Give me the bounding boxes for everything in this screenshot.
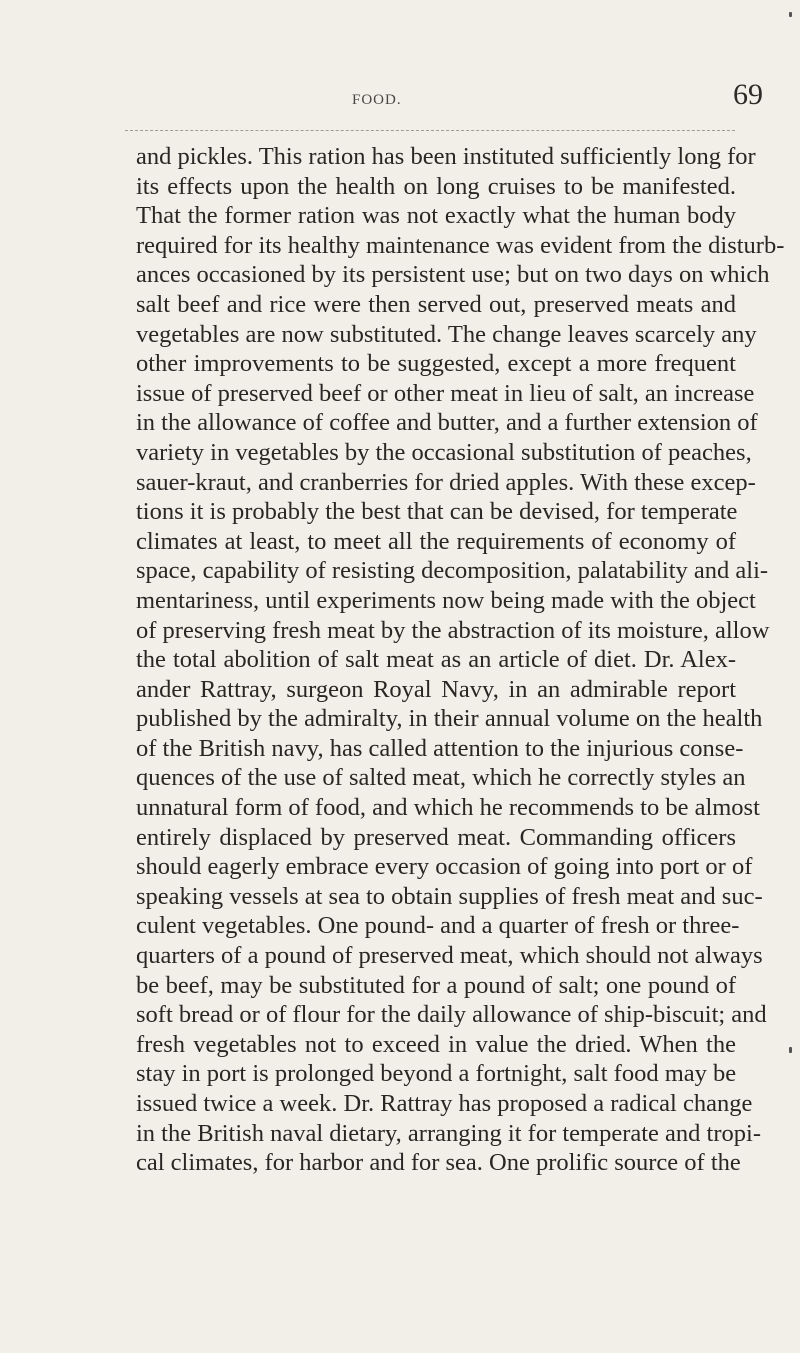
text-line: space, capability of resisting decomposition, palatability and ali- (136, 557, 769, 585)
text-line: variety in vegetables by the occasional substitution of peaches, (136, 438, 752, 466)
text-line: issue of preserved beef or other meat in lieu of salt, an increase (136, 379, 755, 407)
text-line: the total abolition of salt meat as an article of diet. Dr. Alex- (136, 646, 736, 674)
text-line: culent vegetables. One pound- and a quarter of fresh or three- (136, 912, 740, 940)
text-line: fresh vegetables not to exceed in value the dried. When the (136, 1030, 736, 1058)
text-line: unnatural form of food, and which he recommends to be almost (136, 794, 760, 822)
text-line: quarters of a pound of preserved meat, which should not always (136, 942, 763, 970)
text-line: and pickles. This ration has been instituted sufficiently long for (136, 143, 756, 170)
text-line: of the British navy, has called attention to the injurious conse- (136, 734, 744, 762)
page-number: 69 (733, 78, 763, 111)
text-line: of preserving fresh meat by the abstraction of its moisture, allow (136, 616, 770, 644)
running-head: FOOD. (352, 92, 402, 108)
text-line: in the allowance of coffee and butter, and a further extension of (136, 409, 758, 437)
text-line: mentariness, until experiments now being made with the object (136, 586, 756, 614)
text-line: should eagerly embrace every occasion of going into port or of (136, 853, 753, 881)
text-line: its effects upon the health on long cruises to be manifested. (136, 172, 736, 200)
text-line: soft bread or of flour for the daily allowance of ship-biscuit; and (136, 1001, 767, 1029)
text-line: speaking vessels at sea to obtain supplies of fresh meat and suc- (136, 882, 763, 910)
text-line: sauer-kraut, and cranberries for dried apples. With these excep- (136, 468, 756, 496)
text-line: other improvements to be suggested, except a more frequent (136, 350, 736, 378)
text-line: published by the admiralty, in their annual volume on the health (136, 705, 763, 733)
scan-speck (789, 1047, 792, 1053)
text-line: climates at least, to meet all the requirements of economy of (136, 527, 736, 555)
text-line: tions it is probably the best that can be devised, for temperate (136, 498, 738, 526)
text-line: stay in port is prolonged beyond a fortnight, salt food may be (136, 1060, 737, 1088)
text-line: vegetables are now substituted. The change leaves scarcely any (136, 320, 757, 348)
text-line: issued twice a week. Dr. Rattray has proposed a radical change (136, 1090, 753, 1117)
text-line: salt beef and rice were then served out, preserved meats and (136, 290, 736, 318)
text-line: required for its healthy maintenance was evident from the disturb- (136, 231, 785, 259)
text-line: ances occasioned by its persistent use; but on two days on which (136, 261, 770, 289)
text-line: in the British naval dietary, arranging it for temperate and tropi- (136, 1119, 761, 1147)
body-text (136, 142, 785, 1178)
scan-speck (789, 12, 792, 17)
text-line: be beef, may be substituted for a pound of salt; one pound of (136, 971, 736, 999)
text-line: cal climates, for harbor and for sea. One prolific source of the (136, 1149, 741, 1177)
header-rule (125, 130, 735, 131)
text-line: That the former ration was not exactly what the human body (136, 202, 736, 230)
page-header (0, 74, 800, 114)
text-line: ander Rattray, surgeon Royal Navy, in an admirable report (136, 675, 736, 703)
text-line: quences of the use of salted meat, which he correctly styles an (136, 764, 746, 792)
text-line: entirely displaced by preserved meat. Commanding officers (136, 823, 736, 851)
